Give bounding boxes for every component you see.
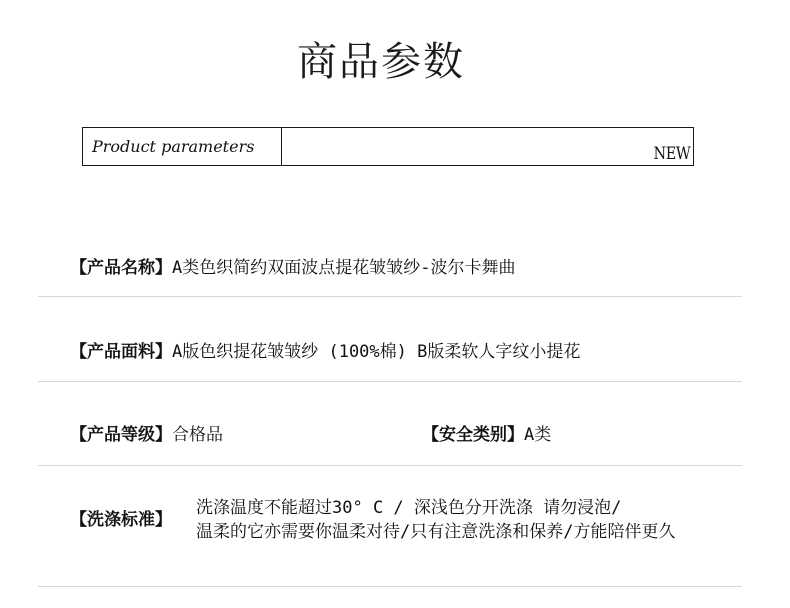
washing-line-1: 洗涤温度不能超过30° C / 深浅色分开洗涤 请勿浸泡/ (196, 498, 622, 518)
safety-category-value: A类 (524, 425, 552, 445)
parameters-subtitle: Product parameters (83, 128, 282, 165)
washing-standard-text (196, 496, 675, 544)
divider (38, 296, 742, 297)
divider (38, 381, 742, 382)
washing-standard-label: 【洗涤标准】 (70, 510, 172, 530)
page-title: 商品参数 (297, 39, 465, 85)
safety-category-row (422, 423, 551, 447)
parameters-banner (82, 127, 694, 166)
product-fabric-label: 【产品面料】 (70, 342, 172, 362)
product-fabric-row (70, 340, 580, 364)
product-name-value: A类色织简约双面波点提花皱皱纱-波尔卡舞曲 (172, 258, 516, 278)
new-badge: NEW (653, 144, 690, 164)
product-grade-label: 【产品等级】 (70, 425, 172, 445)
divider (38, 465, 742, 466)
washing-line-2: 温柔的它亦需要你温柔对待/只有注意洗涤和保养/方能陪伴更久 (196, 522, 676, 542)
product-grade-value: 合格品 (172, 425, 223, 445)
safety-category-label: 【安全类别】 (422, 425, 524, 445)
divider (38, 586, 742, 587)
product-name-label: 【产品名称】 (70, 258, 172, 278)
product-fabric-value: A版色织提花皱皱纱 (100%棉) B版柔软人字纹小提花 (172, 342, 581, 362)
product-grade-row (70, 423, 223, 447)
product-name-row (70, 256, 515, 280)
